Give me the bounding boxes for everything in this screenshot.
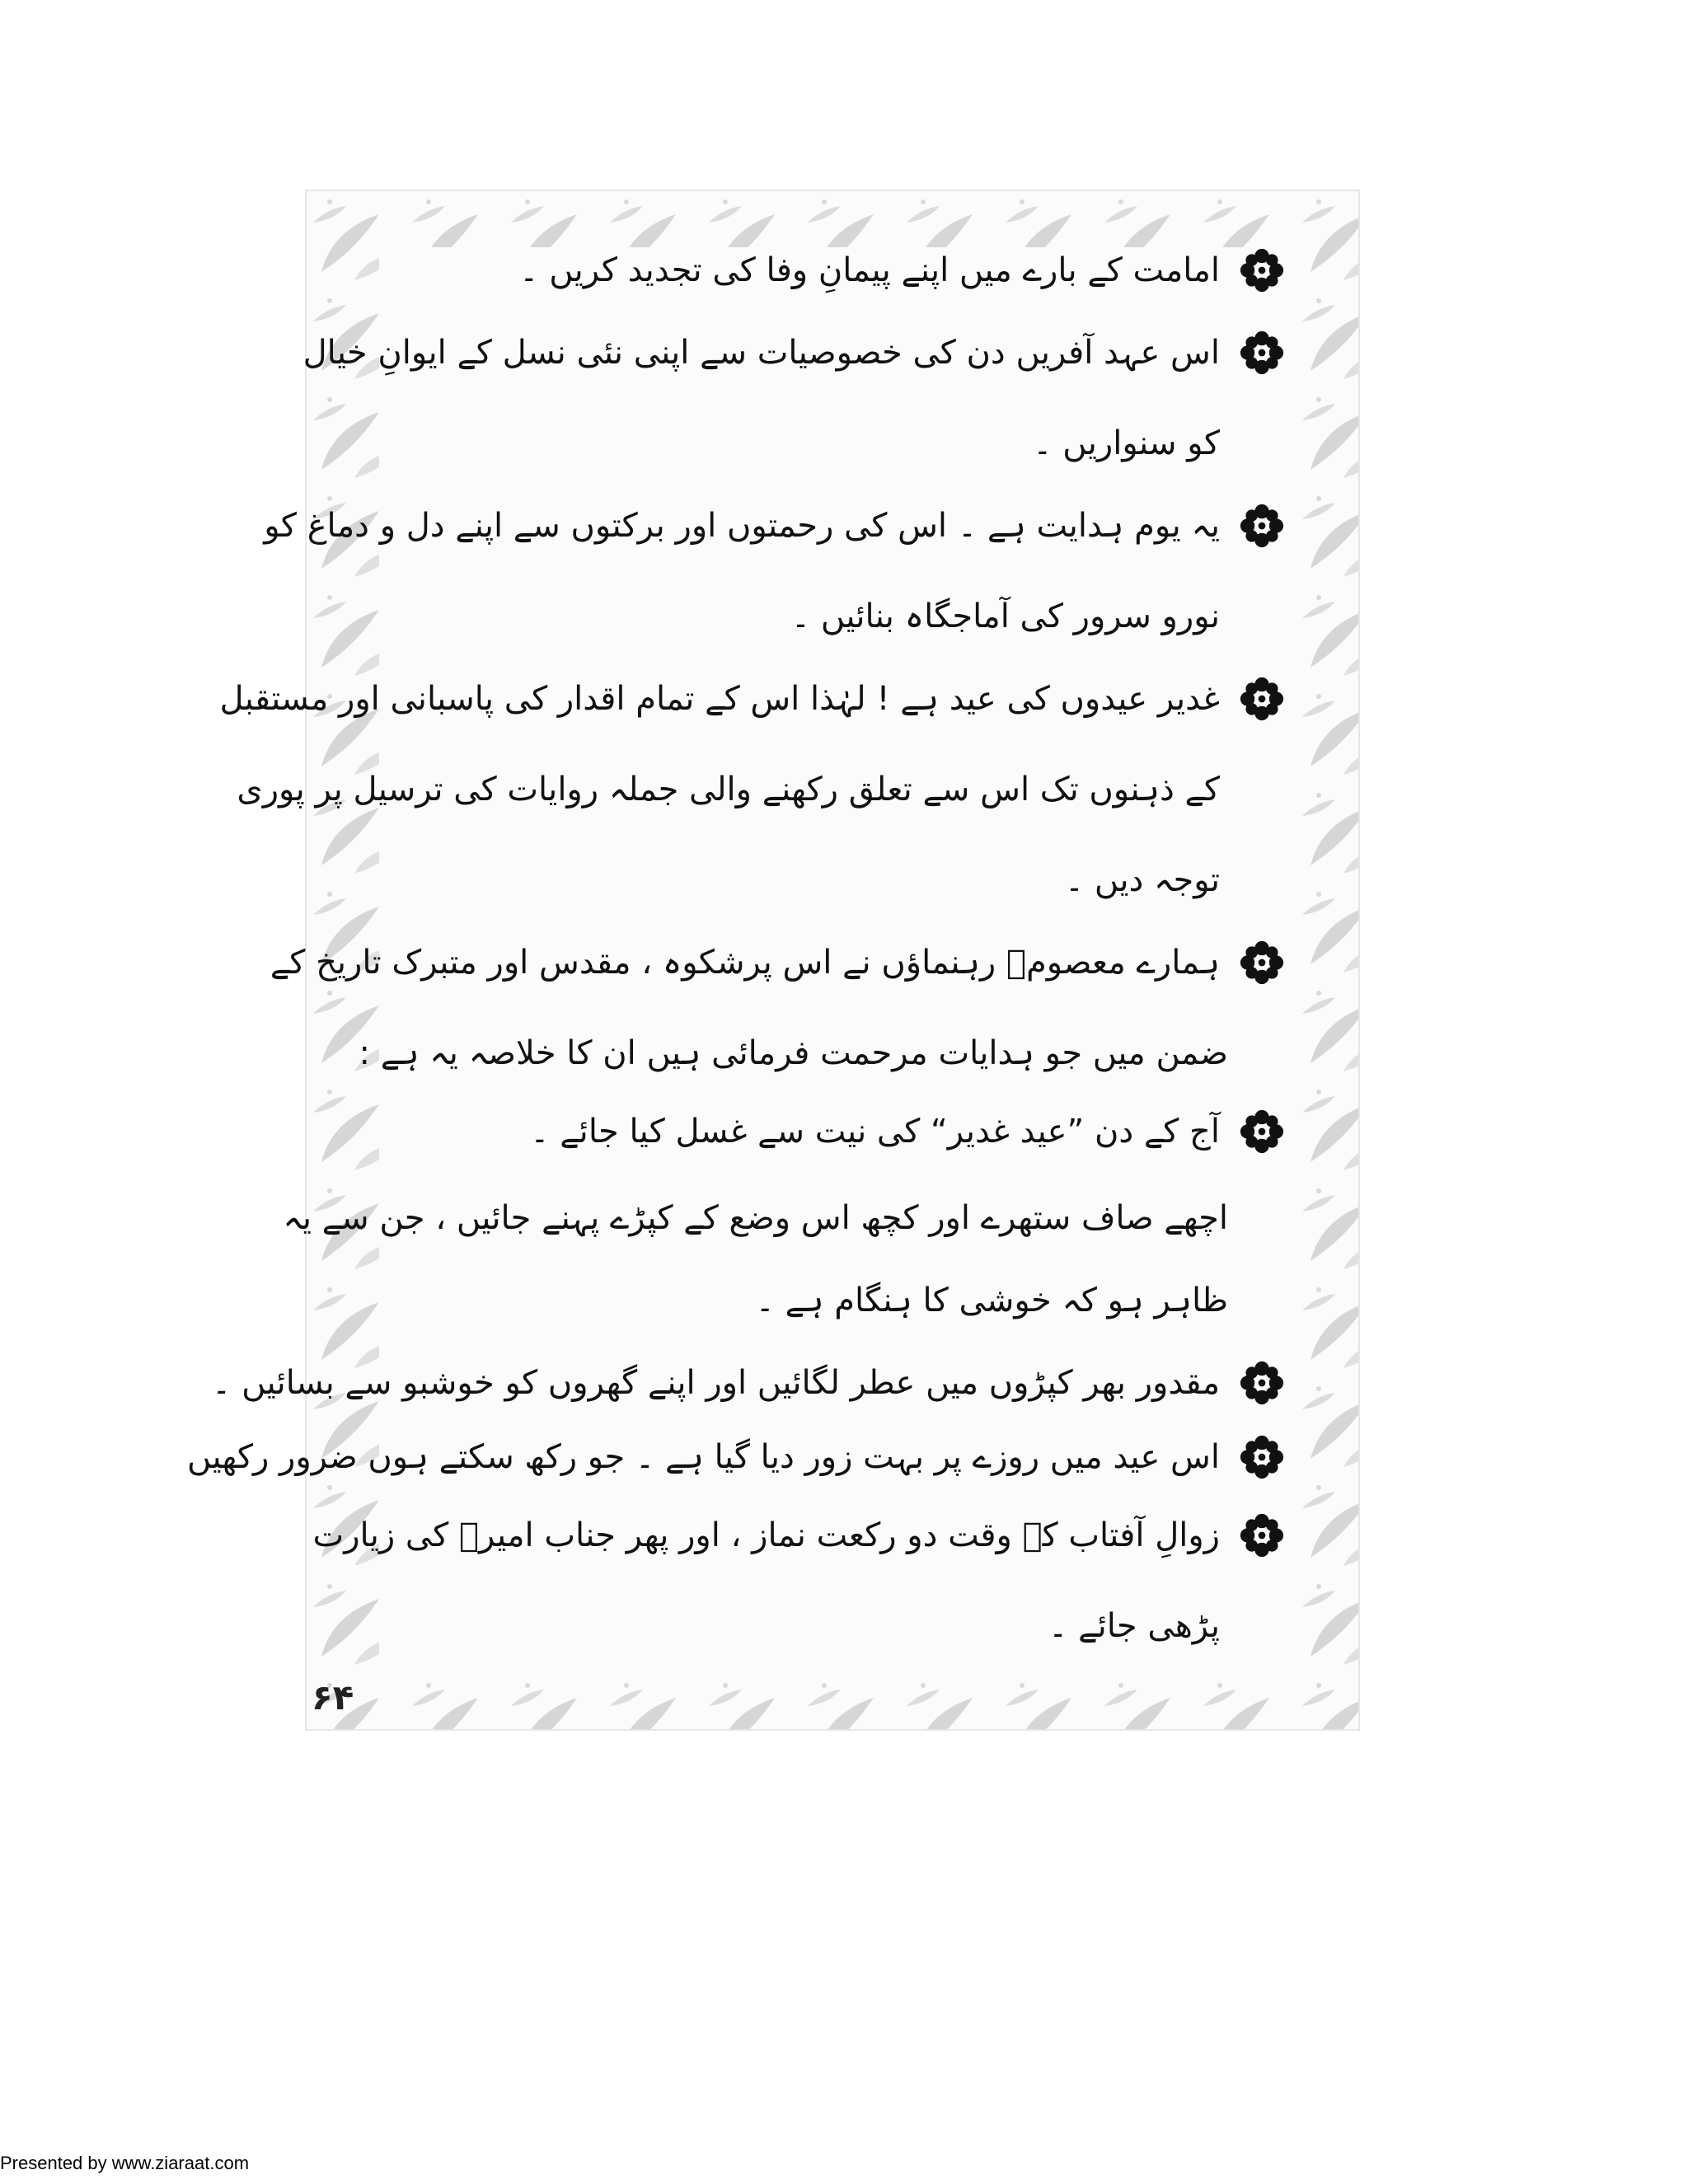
footer-credit: Presented by www.ziaraat.com [0, 2153, 250, 2173]
text-line-8: توجہ دیں ۔ [1064, 861, 1220, 899]
text-line-13: ظاہر ہو کہ خوشی کا ہنگام ہے ۔ [755, 1282, 1228, 1319]
text-line-9 [270, 931, 1286, 994]
flower-bullet-icon [1238, 246, 1286, 294]
text-line-2 [302, 321, 1286, 384]
scanned-page [187, 190, 1360, 1731]
text-line-5: نورو سرور کی آماجگاہ بنائیں ۔ [790, 598, 1220, 635]
flower-bullet-icon [1238, 675, 1286, 723]
text-line-6 [219, 668, 1286, 730]
flower-bullet-icon [1238, 329, 1286, 377]
flower-bullet-icon [1238, 1511, 1286, 1559]
text-line-1 [396, 239, 1286, 302]
flower-bullet-icon [1238, 1108, 1286, 1155]
flower-bullet-icon [1238, 502, 1286, 550]
text-line-14 [211, 1352, 1286, 1414]
line-text: ہمارے معصومؑ رہنماؤں نے اس پرشکوہ ، مقدس اور متبرک تاریخ کے [270, 944, 1220, 982]
text-line-12: اچھے صاف ستھرے اور کچھ اس وضع کے کپڑے پہنے جائیں ، جن سے یہ [283, 1199, 1228, 1237]
line-text: آج کے دن ”عید غدیر“ کی نیت سے غسل کیا جائے ۔ [530, 1113, 1220, 1151]
text-line-16 [312, 1504, 1286, 1567]
line-text: اس عید میں روزے پر بہت زور دیا گیا ہے ۔ جو رکھ سکتے ہوں ضرور رکھیں [187, 1438, 1220, 1476]
text-line-15 [187, 1426, 1286, 1488]
line-text: زوالِ آفتاب کے وقت دو رکعت نماز ، اور پھر جناب امیرؑ کی زیارت [312, 1516, 1220, 1554]
text-line-11 [396, 1100, 1286, 1163]
page-number: ۶۴ [312, 1677, 354, 1718]
text-line-10: ضمن میں جو ہدایات مرحمت فرمائی ہیں ان کا خلاصہ یہ ہے : [359, 1034, 1228, 1072]
text-line-17: پڑھی جائے ۔ [1048, 1607, 1220, 1645]
flower-bullet-icon [1238, 1433, 1286, 1481]
line-text: غدیر عیدوں کی عید ہے ! لہٰذا اس کے تمام اقدار کی پاسبانی اور مستقبل [219, 680, 1220, 718]
line-text: اس عہد آفریں دن کی خصوصیات سے اپنی نئی نسل کے ایوانِ خیال [302, 334, 1220, 372]
line-text: امامت کے بارے میں اپنے پیمانِ وفا کی تجدید کریں ۔ [519, 251, 1220, 289]
flower-bullet-icon [1238, 939, 1286, 987]
line-text: یہ یوم ہدایت ہے ۔ اس کی رحمتوں اور برکتوں سے اپنے دل و دماغ کو [264, 507, 1220, 545]
flower-bullet-icon [1238, 1359, 1286, 1407]
text-line-3: کو سنواریں ۔ [1033, 424, 1220, 462]
line-text: مقدور بھر کپڑوں میں عطر لگائیں اور اپنے گھروں کو خوشبو سے بسائیں ۔ [211, 1364, 1220, 1402]
text-line-4 [264, 494, 1286, 557]
text-body [187, 239, 1286, 1673]
text-line-7: کے ذہنوں تک اس سے تعلق رکھنے والی جملہ روایات کی ترسیل پر پوری [237, 771, 1220, 808]
